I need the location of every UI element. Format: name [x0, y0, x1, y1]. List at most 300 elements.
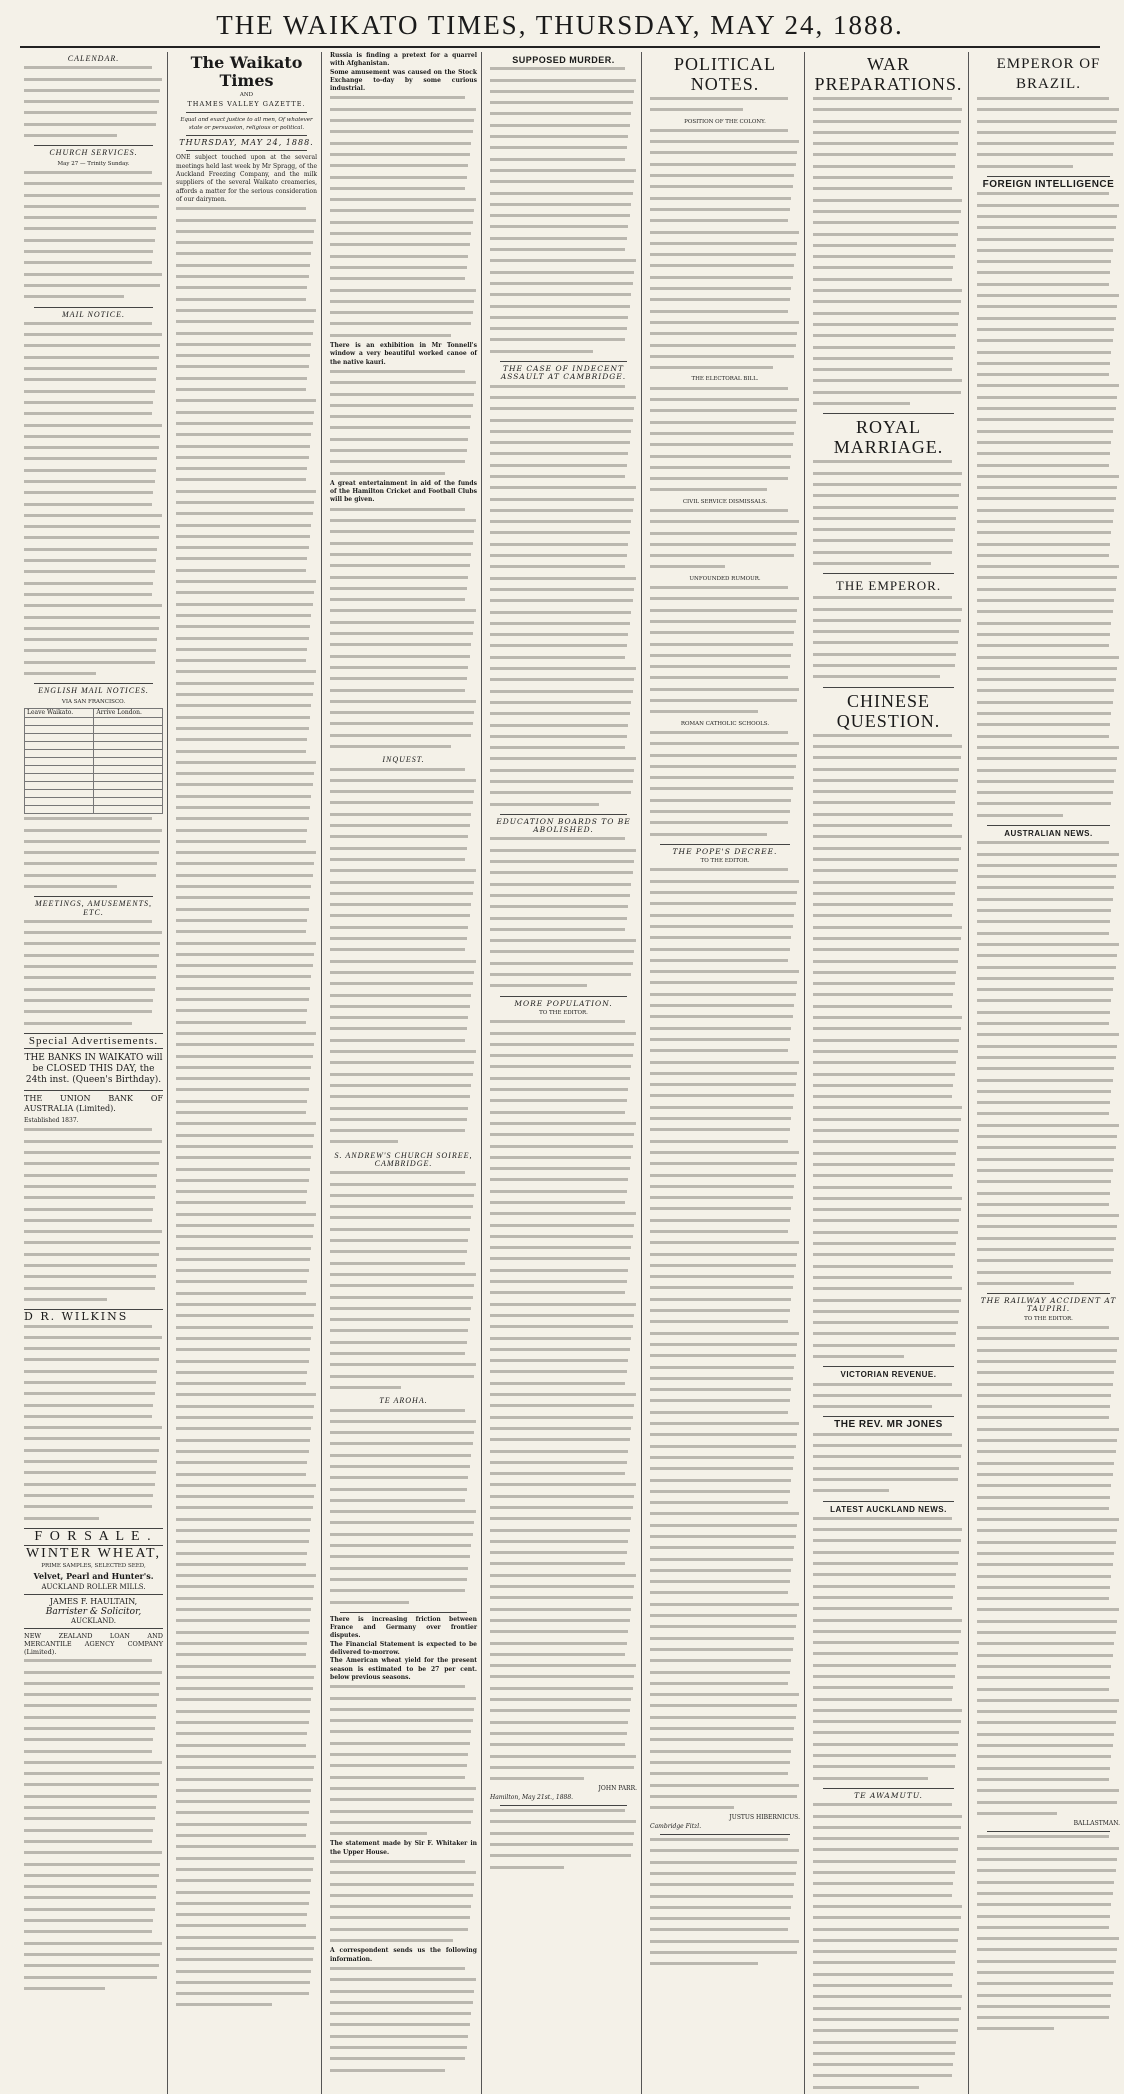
text-line — [650, 477, 800, 485]
text-line — [813, 334, 964, 342]
text-line — [176, 2003, 317, 2011]
signed-ballastman: BALLASTMAN. — [1073, 1820, 1120, 1828]
text-line — [24, 1976, 163, 1984]
text-line — [330, 1050, 477, 1058]
text-line — [977, 1496, 1120, 1504]
text-line — [330, 1420, 477, 1428]
text-line — [330, 689, 477, 697]
text-line — [176, 1009, 317, 1017]
text-line — [490, 769, 637, 777]
text-line — [977, 543, 1120, 551]
text-line — [977, 757, 1120, 765]
text-line — [176, 1371, 317, 1379]
text-line — [813, 1848, 964, 1856]
boards-heading: EDUCATION BOARDS TO BE ABOLISHED. — [496, 816, 631, 835]
text-line — [24, 885, 163, 893]
text-line — [650, 298, 800, 306]
text-line — [490, 1809, 637, 1817]
text-line — [24, 1185, 163, 1193]
text-line — [490, 757, 637, 765]
text-line — [650, 1433, 800, 1441]
text-line — [176, 1337, 317, 1345]
text-line — [24, 942, 163, 950]
text-line — [176, 354, 317, 362]
text-line — [813, 108, 964, 116]
text-line — [176, 219, 317, 227]
text-line — [330, 1329, 477, 1337]
text-line — [330, 1375, 477, 1383]
text-line — [330, 1555, 477, 1563]
text-line — [490, 531, 637, 539]
text-line — [330, 164, 477, 172]
text-line — [24, 182, 163, 190]
text-line — [490, 712, 637, 720]
text-line — [977, 701, 1120, 709]
text-line — [813, 1950, 964, 1958]
text-line — [490, 1743, 637, 1751]
text-line — [24, 1817, 163, 1825]
text-line — [650, 925, 800, 933]
text-line — [330, 1928, 477, 1936]
text-line — [176, 1665, 317, 1673]
population-heading: MORE POPULATION. — [514, 998, 613, 1008]
signed-justus: JUSTUS HIBERNICUS. — [729, 1814, 800, 1822]
text-line — [176, 942, 317, 950]
text-line — [24, 1738, 163, 1746]
text-line — [330, 790, 477, 798]
to-editor-7: TO THE EDITOR. — [1024, 1315, 1073, 1322]
text-line — [330, 1318, 477, 1326]
text-line — [24, 356, 163, 364]
text-line — [813, 903, 964, 911]
text-line — [330, 322, 477, 330]
text-line — [490, 599, 637, 607]
text-line — [490, 690, 637, 698]
text-line — [176, 1348, 317, 1356]
text-line — [24, 134, 163, 142]
text-line — [650, 1883, 800, 1891]
text-line — [650, 1038, 800, 1046]
rumour-heading: UNFOUNDED RUMOUR. — [689, 575, 761, 582]
text-line — [24, 1795, 163, 1803]
text-line — [330, 835, 477, 843]
text-line — [24, 999, 163, 1007]
text-line — [176, 1416, 317, 1424]
text-line — [490, 1054, 637, 1062]
text-line — [650, 948, 800, 956]
text-line — [24, 1716, 163, 1724]
text-line — [330, 847, 477, 855]
text-line — [490, 905, 637, 913]
text-line — [490, 1382, 637, 1390]
text-line — [650, 631, 800, 639]
text-line — [813, 1197, 964, 1205]
text-line — [176, 422, 317, 430]
text-line — [24, 1415, 163, 1423]
text-line — [330, 1095, 477, 1103]
text-line — [176, 693, 317, 701]
text-line — [813, 2029, 964, 2037]
text-line — [977, 1271, 1120, 1279]
text-line — [330, 1027, 477, 1035]
text-line — [977, 294, 1120, 302]
text-line — [813, 391, 964, 399]
calendar-body — [24, 66, 163, 142]
text-line — [330, 768, 477, 776]
text-line — [977, 1450, 1120, 1458]
text-line — [977, 1778, 1120, 1786]
text-line — [330, 1205, 477, 1213]
text-line — [490, 203, 637, 211]
col4-tail — [490, 1809, 637, 1874]
text-line — [24, 1347, 163, 1355]
text-line — [176, 230, 317, 238]
political-notes-heading: POLITICAL NOTES. — [674, 54, 776, 94]
text-line — [24, 840, 163, 848]
text-line — [977, 1473, 1120, 1481]
text-line — [650, 688, 800, 696]
text-line — [24, 194, 163, 202]
text-line — [176, 580, 317, 588]
text-line — [24, 829, 163, 837]
text-line — [813, 368, 964, 376]
text-line — [176, 1676, 317, 1684]
text-line — [490, 1032, 637, 1040]
text-line — [330, 711, 477, 719]
text-line — [650, 1456, 800, 1464]
church-subheading: May 27 — Trinity Sunday. — [57, 160, 130, 167]
text-line — [813, 824, 964, 832]
text-line — [24, 1151, 163, 1159]
text-line — [977, 120, 1120, 128]
text-line — [977, 1158, 1120, 1166]
text-line — [813, 1528, 964, 1536]
text-line — [977, 1383, 1120, 1391]
text-line — [813, 1129, 964, 1137]
text-line — [24, 216, 163, 224]
text-line — [977, 1090, 1120, 1098]
text-line — [24, 205, 163, 213]
text-line — [490, 1675, 637, 1683]
text-line — [650, 993, 800, 1001]
text-line — [176, 1461, 317, 1469]
text-line — [650, 554, 800, 562]
text-line — [330, 1967, 477, 1975]
wilkins-body — [24, 1325, 163, 1525]
text-line — [490, 1529, 637, 1537]
text-line — [650, 520, 800, 528]
text-line — [650, 936, 800, 944]
text-line — [650, 1716, 800, 1724]
text-line — [650, 1524, 800, 1532]
text-line — [813, 2018, 964, 2026]
to-editor-5: TO THE EDITOR. — [700, 858, 750, 865]
text-line — [24, 435, 163, 443]
text-line — [490, 1517, 637, 1525]
text-line — [650, 1546, 800, 1554]
text-line — [650, 1343, 800, 1351]
text-line — [813, 1596, 964, 1604]
text-line — [490, 385, 637, 393]
text-line — [330, 643, 477, 651]
paper-subtitle: THAMES VALLEY GAZETTE. — [187, 100, 306, 109]
population-body — [490, 1020, 637, 1785]
text-line — [813, 1905, 964, 1913]
catholic-heading: ROMAN CATHOLIC SCHOOLS. — [680, 720, 770, 727]
text-line — [650, 1377, 800, 1385]
text-line — [490, 565, 637, 573]
column-3 — [326, 52, 482, 2094]
text-line — [176, 445, 317, 453]
text-line — [176, 896, 317, 904]
mail-heading: MAIL NOTICE. — [62, 309, 125, 319]
text-line — [490, 860, 637, 868]
text-line — [176, 1382, 317, 1390]
text-line — [650, 398, 800, 406]
text-line — [330, 655, 477, 663]
text-line — [176, 1563, 317, 1571]
text-line — [330, 2069, 477, 2077]
text-line — [813, 1630, 964, 1638]
text-line — [813, 1321, 964, 1329]
church-heading: CHURCH SERVICES. — [49, 148, 138, 158]
text-line — [24, 1494, 163, 1502]
text-line — [330, 404, 477, 412]
text-line — [490, 622, 637, 630]
text-line — [330, 176, 477, 184]
text-line — [650, 1761, 800, 1769]
text-line — [650, 1895, 800, 1903]
text-line — [977, 1045, 1120, 1053]
text-line — [330, 1764, 477, 1772]
text-line — [24, 1987, 163, 1995]
text-line — [176, 1258, 317, 1266]
text-line — [813, 960, 964, 968]
text-line — [813, 858, 964, 866]
text-line — [490, 1619, 637, 1627]
text-line — [490, 124, 637, 132]
text-line — [813, 323, 964, 331]
text-line — [176, 399, 317, 407]
text-line — [330, 824, 477, 832]
text-line — [813, 1016, 964, 1024]
text-line — [330, 1039, 477, 1047]
text-line — [176, 1755, 317, 1763]
text-line — [813, 1186, 964, 1194]
text-line — [176, 309, 317, 317]
text-line — [650, 970, 800, 978]
text-line — [977, 531, 1120, 539]
text-line — [24, 1863, 163, 1871]
text-line — [330, 415, 477, 423]
text-line — [977, 1248, 1120, 1256]
text-line — [813, 233, 964, 241]
text-line — [176, 1484, 317, 1492]
te-aroha-heading: TE AROHA. — [379, 1396, 428, 1406]
text-line — [330, 1533, 477, 1541]
text-line — [650, 129, 800, 137]
text-line — [813, 1984, 964, 1992]
text-line — [176, 1936, 317, 1944]
text-line — [650, 1094, 800, 1102]
text-line — [330, 2057, 477, 2065]
text-line — [650, 1750, 800, 1758]
text-line — [330, 243, 477, 251]
text-line — [490, 1167, 637, 1175]
text-line — [176, 637, 317, 645]
text-line — [650, 787, 800, 795]
text-line — [813, 1928, 964, 1936]
text-line — [813, 1675, 964, 1683]
text-line — [330, 449, 477, 457]
date-parr: Hamilton, May 21st., 1888. — [490, 1793, 574, 1801]
text-line — [813, 1619, 964, 1627]
church-body — [24, 171, 163, 304]
text-line — [650, 833, 800, 841]
text-line — [330, 677, 477, 685]
text-line — [490, 1427, 637, 1435]
text-line — [977, 1067, 1120, 1075]
text-line — [813, 1444, 964, 1452]
text-line — [24, 66, 163, 74]
text-line — [813, 1489, 964, 1497]
col3-body-4 — [330, 1685, 477, 1840]
text-line — [650, 1320, 800, 1328]
text-line — [813, 153, 964, 161]
text-line — [977, 1789, 1120, 1797]
text-line — [813, 1562, 964, 1570]
text-line — [977, 988, 1120, 996]
text-line — [176, 1947, 317, 1955]
text-line — [176, 964, 317, 972]
text-line — [813, 1174, 964, 1182]
text-line — [490, 1562, 637, 1570]
text-line — [977, 1937, 1120, 1945]
text-line — [330, 1107, 477, 1115]
text-line — [813, 1754, 964, 1762]
text-line — [330, 438, 477, 446]
text-line — [330, 1084, 477, 1092]
royal-body — [813, 460, 964, 570]
text-line — [490, 430, 637, 438]
text-line — [977, 943, 1120, 951]
text-line — [24, 333, 163, 341]
text-line — [490, 1596, 637, 1604]
text-line — [490, 791, 637, 799]
haultain: JAMES F. HAULTAIN, — [49, 1597, 138, 1607]
text-line — [650, 1490, 800, 1498]
text-line — [24, 1693, 163, 1701]
text-line — [176, 1495, 317, 1503]
text-line — [977, 886, 1120, 894]
text-line — [813, 1607, 964, 1615]
murder-body — [490, 67, 637, 358]
text-line — [176, 614, 317, 622]
text-line — [650, 1072, 800, 1080]
text-line — [330, 311, 477, 319]
text-line — [977, 1360, 1120, 1368]
text-line — [176, 682, 317, 690]
text-line — [813, 1860, 964, 1868]
text-line — [176, 1134, 317, 1142]
text-line — [977, 1214, 1120, 1222]
calendar-heading: CALENDAR. — [67, 54, 120, 63]
text-line — [813, 1478, 964, 1486]
text-line — [330, 1894, 477, 1902]
text-line — [24, 1964, 163, 1972]
text-line — [977, 977, 1120, 985]
column-1 — [20, 52, 168, 2094]
text-line — [330, 994, 477, 1002]
text-line — [490, 849, 637, 857]
text-line — [330, 1409, 477, 1417]
text-line — [977, 1586, 1120, 1594]
text-line — [813, 1219, 964, 1227]
signed-parr: JOHN PARR. — [598, 1785, 637, 1793]
text-line — [176, 1732, 317, 1740]
text-line — [24, 582, 163, 590]
text-line — [650, 810, 800, 818]
text-line — [24, 1829, 163, 1837]
text-line — [330, 255, 477, 263]
text-line — [176, 1653, 317, 1661]
text-line — [977, 373, 1120, 381]
item-wheat: The American wheat yield for the present season is estimated to be 27 per cent. below previous seasons. — [330, 1657, 477, 1681]
text-line — [24, 1483, 163, 1491]
text-line — [650, 242, 800, 250]
text-line — [24, 100, 163, 108]
text-line — [977, 1225, 1120, 1233]
text-line — [24, 672, 163, 680]
text-line — [24, 851, 163, 859]
text-line — [977, 1428, 1120, 1436]
text-line — [24, 1761, 163, 1769]
mail-table-left: Leave Waikato. — [25, 708, 94, 717]
railway-body — [977, 1326, 1120, 1820]
text-line — [650, 676, 800, 684]
text-line — [490, 962, 637, 970]
text-line — [650, 699, 800, 707]
text-line — [650, 1535, 800, 1543]
text-line — [650, 1648, 800, 1656]
text-line — [176, 795, 317, 803]
text-line — [330, 564, 477, 572]
text-line — [490, 1099, 637, 1107]
text-line — [813, 1073, 964, 1081]
text-line — [977, 791, 1120, 799]
text-line — [490, 1608, 637, 1616]
text-line — [813, 1731, 964, 1739]
col3-body-3 — [330, 508, 477, 754]
text-line — [977, 1552, 1120, 1560]
text-line — [330, 1730, 477, 1738]
text-line — [330, 779, 477, 787]
text-line — [650, 1693, 800, 1701]
text-line — [490, 950, 637, 958]
text-line — [176, 1992, 317, 2000]
text-line — [977, 1541, 1120, 1549]
text-line — [330, 381, 477, 389]
text-line — [813, 266, 964, 274]
text-line — [490, 1359, 637, 1367]
text-line — [650, 1411, 800, 1419]
text-line — [490, 452, 637, 460]
text-line — [176, 1778, 317, 1786]
text-line — [977, 576, 1120, 584]
text-line — [650, 1253, 800, 1261]
text-line — [813, 892, 964, 900]
text-line — [813, 1050, 964, 1058]
